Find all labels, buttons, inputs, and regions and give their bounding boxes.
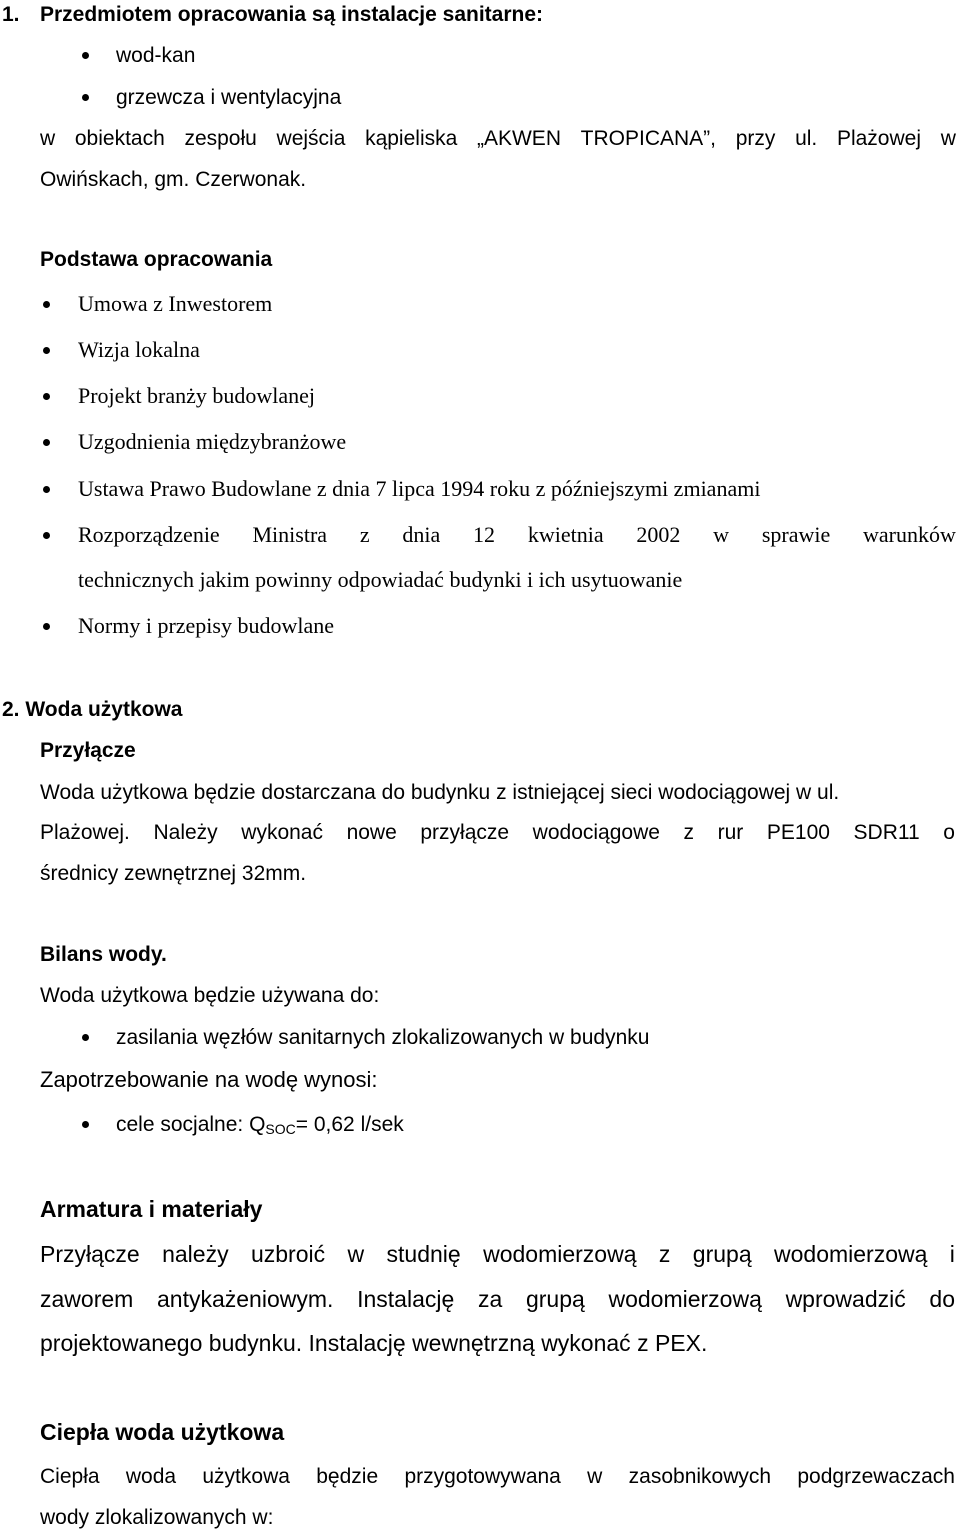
word: wodomierzową bbox=[608, 1286, 762, 1312]
location-line bbox=[40, 128, 956, 149]
bullet-icon bbox=[82, 52, 89, 59]
word: do bbox=[929, 1286, 955, 1312]
fittings-text bbox=[40, 1288, 955, 1311]
word: Należy bbox=[153, 821, 218, 844]
word: sprawie bbox=[761, 522, 831, 547]
word: wodomierzową bbox=[774, 1241, 928, 1267]
word: „AKWEN bbox=[476, 127, 561, 150]
bullet-icon bbox=[82, 1034, 89, 1041]
word: wejścia bbox=[276, 127, 346, 150]
hot-water-text: wody zlokalizowanych w: bbox=[40, 1506, 274, 1529]
word: wprowadzić bbox=[785, 1286, 906, 1312]
balance-intro: Woda użytkowa będzie używana do: bbox=[40, 984, 380, 1007]
connection-text: średnicy zewnętrznej 32mm. bbox=[40, 862, 307, 885]
bullet-icon bbox=[43, 532, 50, 539]
word: grupą bbox=[692, 1241, 752, 1267]
word: przyłącze bbox=[420, 821, 510, 844]
word: TROPICANA”, bbox=[580, 127, 717, 150]
bullet-icon bbox=[43, 439, 50, 446]
word: z bbox=[658, 1241, 671, 1267]
word: zasobnikowych bbox=[628, 1465, 772, 1488]
connection-heading: Przyłącze bbox=[40, 739, 136, 762]
word: Ministra bbox=[252, 522, 328, 547]
word: należy bbox=[162, 1241, 229, 1267]
word: w bbox=[587, 1465, 603, 1488]
basis-item: Normy i przepisy budowlane bbox=[78, 613, 334, 638]
word: woda bbox=[125, 1465, 177, 1488]
word: użytkowa bbox=[202, 1465, 290, 1488]
word: SDR11 bbox=[853, 821, 920, 844]
word: kąpieliska bbox=[365, 127, 458, 150]
section-1-heading: Przedmiotem opracowania są instalacje sanitarne: bbox=[40, 3, 544, 26]
word: warunków bbox=[863, 522, 956, 547]
word: PE100 bbox=[766, 821, 830, 844]
bullet-icon bbox=[82, 94, 89, 101]
balance-item: zasilania węzłów sanitarnych zlokalizowanych w budynku bbox=[116, 1026, 650, 1049]
word: w bbox=[40, 127, 56, 150]
basis-item: Uzgodnienia międzybranżowe bbox=[78, 429, 347, 454]
demand-suffix: = 0,62 l/sek bbox=[295, 1113, 404, 1136]
basis-item: Ustawa Prawo Budowlane z dnia 7 lipca 1994 roku z późniejszymi zmianami bbox=[78, 476, 761, 501]
demand-prefix: cele socjalne: Q bbox=[116, 1113, 266, 1136]
demand-intro: Zapotrzebowanie na wodę wynosi: bbox=[40, 1067, 378, 1092]
word: 2002 bbox=[636, 522, 681, 547]
word: grupą bbox=[525, 1286, 585, 1312]
word: zaworem bbox=[40, 1286, 134, 1312]
word: studnię bbox=[386, 1241, 461, 1267]
word: z bbox=[359, 522, 370, 547]
bullet-icon bbox=[43, 393, 50, 400]
word: przygotowywana bbox=[404, 1465, 561, 1488]
section-1-item: grzewcza i wentylacyjna bbox=[116, 86, 342, 109]
word: Ciepła bbox=[40, 1465, 100, 1488]
section-2-heading: 2. Woda użytkowa bbox=[2, 698, 183, 721]
balance-heading: Bilans wody. bbox=[40, 943, 167, 966]
bullet-icon bbox=[82, 1121, 89, 1128]
word: i bbox=[949, 1241, 955, 1267]
location-line: Owińskach, gm. Czerwonak. bbox=[40, 168, 307, 191]
section-1-item: wod-kan bbox=[116, 44, 196, 67]
basis-heading: Podstawa opracowania bbox=[40, 248, 273, 271]
basis-item: Umowa z Inwestorem bbox=[78, 291, 273, 316]
connection-text bbox=[40, 822, 955, 843]
word: zespołu bbox=[184, 127, 257, 150]
word: w bbox=[713, 522, 730, 547]
word: Plażowej bbox=[836, 127, 921, 150]
bullet-icon bbox=[43, 486, 50, 493]
word: Plażowej. bbox=[40, 821, 130, 844]
word: Instalację bbox=[357, 1286, 455, 1312]
word: w bbox=[940, 127, 956, 150]
word: obiektach bbox=[74, 127, 165, 150]
word: uzbroić bbox=[250, 1241, 326, 1267]
word: nowe bbox=[346, 821, 397, 844]
basis-item bbox=[78, 524, 956, 546]
bullet-icon bbox=[43, 301, 50, 308]
word: podgrzewaczach bbox=[797, 1465, 955, 1488]
bullet-icon bbox=[43, 347, 50, 354]
word: za bbox=[477, 1286, 503, 1312]
word: przy bbox=[735, 127, 776, 150]
word: wodociągowe bbox=[532, 821, 660, 844]
fittings-text bbox=[40, 1243, 955, 1266]
word: wykonać bbox=[241, 821, 323, 844]
basis-item: Wizja lokalna bbox=[78, 337, 200, 362]
word: ul. bbox=[795, 127, 818, 150]
word: antykażeniowym. bbox=[157, 1286, 334, 1312]
word: Przyłącze bbox=[40, 1241, 140, 1267]
demand-item bbox=[116, 1114, 404, 1136]
word: z bbox=[683, 821, 695, 844]
fittings-heading: Armatura i materiały bbox=[40, 1196, 263, 1222]
word: dnia bbox=[402, 522, 441, 547]
word: o bbox=[943, 821, 955, 844]
word: wodomierzową bbox=[483, 1241, 637, 1267]
connection-text: Woda użytkowa będzie dostarczana do budynku z istniejącej sieci wodociągowej w ul. bbox=[40, 781, 840, 804]
basis-item: Projekt branży budowlanej bbox=[78, 383, 316, 408]
word: rur bbox=[717, 821, 744, 844]
word: 12 bbox=[473, 522, 496, 547]
word: będzie bbox=[316, 1465, 379, 1488]
fittings-text: projektowanego budynku. Instalację wewnętrzną wykonać z PEX. bbox=[40, 1330, 708, 1356]
basis-item-continuation: technicznych jakim powinny odpowiadać budynki i ich usytuowanie bbox=[78, 567, 683, 592]
section-1-number: 1. bbox=[2, 3, 20, 26]
word: w bbox=[347, 1241, 365, 1267]
hot-water-text bbox=[40, 1466, 955, 1487]
demand-subscript: SOC bbox=[265, 1121, 296, 1137]
word: kwietnia bbox=[527, 522, 604, 547]
hot-water-heading: Ciepła woda użytkowa bbox=[40, 1419, 285, 1445]
word: Rozporządzenie bbox=[78, 522, 220, 547]
bullet-icon bbox=[43, 623, 50, 630]
